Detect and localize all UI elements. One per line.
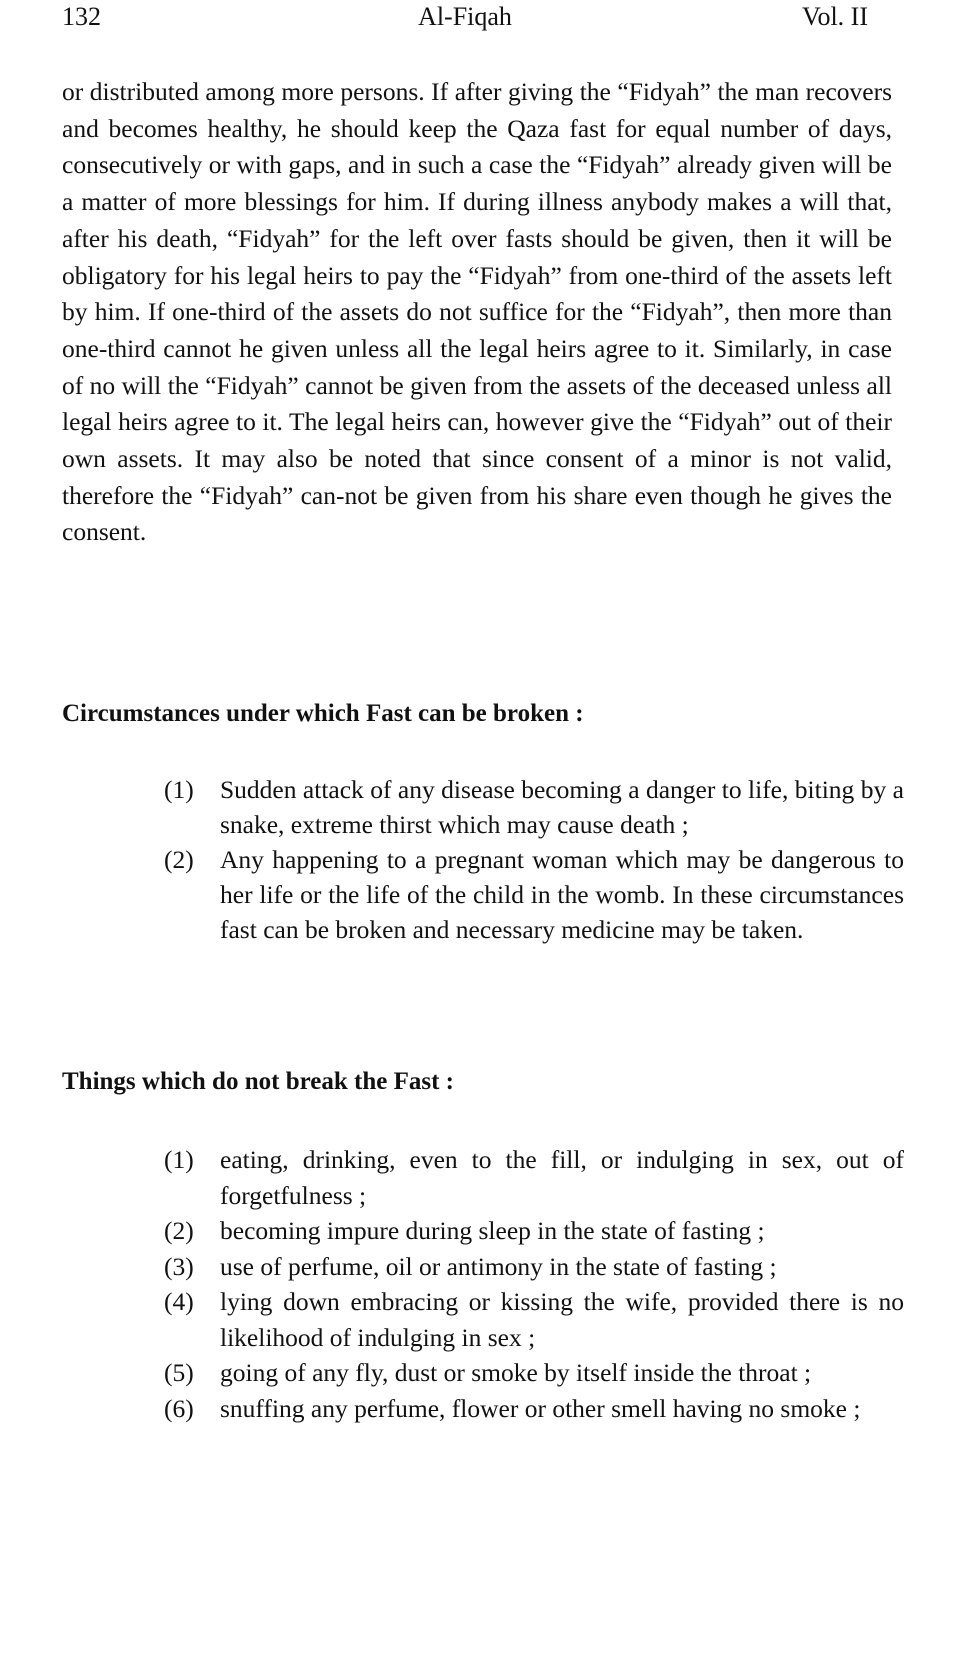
list-item-number: (3): [164, 1251, 194, 1281]
list-item: [164, 1142, 904, 1213]
list-item-number: (5): [164, 1358, 194, 1387]
body-paragraph: or distributed among more persons. If after giving the “Fidyah” the man recovers and becomes healthy, he should keep the Qaza fast for equal number of days, consecutively or with gaps, and in such a case the “Fidyah” already given will be a matter of more blessings for him. If during illness anybody makes a will that, after his death, “Fidyah” for the left over fasts should be given, then it will be obligatory for his legal heirs to pay the “Fidyah” from one-third of the assets left by him. If one-third of the assets do not suffice for the “Fidyah”, then more than one-third cannot he given unless all the legal heirs agree to it. Similarly, in case of no will the “Fidyah” cannot be given from the assets of the deceased unless all legal heirs agree to it. The legal heirs can, however give the “Fidyah” out of their own assets. It may also be noted that since consent of a minor is not valid, therefore the “Fidyah” can-not be given from his share even though he gives the consent.: [62, 77, 892, 547]
list-item-text: eating, drinking, even to the fill, or indulging in sex, out of forgetfulness ;: [220, 1145, 904, 1210]
list-item: [164, 1355, 904, 1391]
list-item-text: lying down embracing or kissing the wife, provided there is no likelihood of indulging in sex ;: [220, 1287, 904, 1352]
not-break-list: [164, 1142, 904, 1426]
list-item: [164, 1249, 904, 1285]
list-item: [164, 1391, 904, 1427]
list-item-number: (2): [164, 845, 194, 874]
book-title: Al-Fiqah: [418, 2, 512, 31]
list-item: [164, 1213, 904, 1249]
list-item: [164, 772, 904, 842]
list-item-text: becoming impure during sleep in the state of fasting ;: [220, 1216, 765, 1245]
list-item-text: going of any fly, dust or smoke by itself inside the throat ;: [220, 1358, 812, 1387]
page-header: [62, 2, 868, 42]
list-item-number: (4): [164, 1287, 194, 1316]
list-item: [164, 1284, 904, 1355]
list-item-text: use of perfume, oil or antimony in the state of fasting ;: [220, 1251, 777, 1281]
page-number: 132: [62, 2, 101, 31]
list-item-number: (2): [164, 1216, 194, 1245]
list-item: [164, 842, 904, 947]
section-heading-not-break: Things which do not break the Fast :: [62, 1068, 454, 1095]
volume-label: Vol. II: [802, 2, 868, 31]
list-item-text: Any happening to a pregnant woman which may be dangerous to her life or the life of the child in the womb. In these circumstances fast can be broken and necessary medicine may be taken.: [220, 845, 904, 944]
list-item-number: (1): [164, 775, 194, 804]
section-heading-fast-broken: Circumstances under which Fast can be broken :: [62, 700, 584, 727]
list-item-number: (6): [164, 1393, 194, 1423]
list-item-text: Sudden attack of any disease becoming a danger to life, biting by a snake, extreme thirst which may cause death ;: [220, 775, 904, 839]
list-item-number: (1): [164, 1145, 194, 1174]
fast-broken-list: [164, 772, 904, 947]
list-item-text: snuffing any perfume, flower or other smell having no smoke ;: [220, 1393, 861, 1423]
